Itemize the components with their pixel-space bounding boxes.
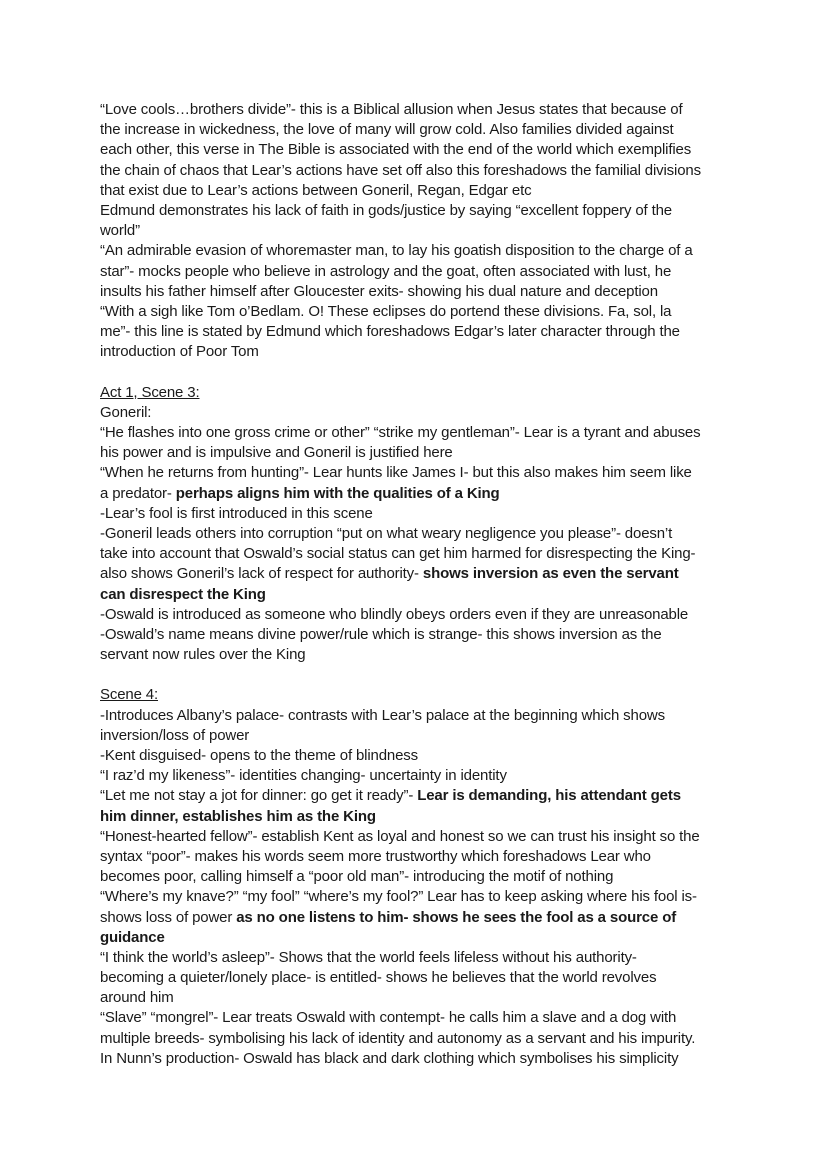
- line-text: -Lear’s fool is first introduced in this scene: [100, 504, 373, 522]
- line-text: introduction of Poor Tom: [100, 343, 259, 361]
- line-text: syntax “poor”- makes his words seem more trustworthy which foreshadows Lear who: [100, 847, 651, 865]
- section-heading: Scene 4:: [100, 686, 159, 704]
- text-line: [100, 726, 701, 746]
- line-text: “I raz’d my likeness”- identities changing- uncertainty in identity: [100, 767, 507, 785]
- text-line: [100, 342, 701, 362]
- text-line: [100, 484, 701, 504]
- text-line: [100, 524, 701, 544]
- text-line: [100, 988, 701, 1008]
- line-text: “With a sigh like Tom o’Bedlam. O! These eclipses do portend these divisions. Fa, sol, la: [100, 302, 672, 320]
- bold-text: perhaps aligns him with the qualities of a King: [175, 484, 500, 502]
- line-text: Edmund demonstrates his lack of faith in gods/justice by saying “excellent foppery of the: [100, 201, 672, 219]
- blank-line: [100, 665, 701, 685]
- line-text: “Love cools…brothers divide”- this is a Biblical allusion when Jesus states that because of: [100, 101, 683, 118]
- line-text: -Oswald is introduced as someone who blindly obeys orders even if they are unreasonable: [100, 605, 689, 623]
- line-text: -Kent disguised- opens to the theme of blindness: [100, 747, 419, 764]
- bold-text: him dinner, establishes him as the King: [100, 807, 376, 825]
- text-line: [100, 1008, 701, 1028]
- line-text: “I think the world’s asleep”- Shows that the world feels lifeless without his authority-: [100, 948, 637, 966]
- line-text: “When he returns from hunting”- Lear hunts like James I- but this also makes him seem like: [100, 464, 692, 482]
- line-text: “Honest-hearted fellow”- establish Kent as loyal and honest so we can trust his insight so the: [100, 827, 700, 845]
- line-text: -Goneril leads others into corruption “put on what weary negligence you please”- doesn’t: [100, 524, 673, 542]
- line-text: also shows Goneril’s lack of respect for authority-: [100, 565, 423, 583]
- text-line: [100, 322, 701, 342]
- line-text: “He flashes into one gross crime or other” “strike my gentleman”- Lear is a tyrant and abuses: [100, 424, 701, 441]
- text-line: [100, 221, 701, 241]
- text-line: [100, 181, 701, 201]
- bold-text: guidance: [100, 928, 165, 946]
- text-line: [100, 1049, 701, 1069]
- line-text: “Let me not stay a jot for dinner: go get it ready”-: [100, 787, 418, 805]
- section: [100, 362, 701, 665]
- text-line: [100, 968, 701, 988]
- line-text: servant now rules over the King: [100, 646, 306, 664]
- line-text: his power and is impulsive and Goneril is justified here: [100, 444, 453, 462]
- line-text: each other, this verse in The Bible is associated with the end of the world which exemplifies: [100, 141, 692, 159]
- text-line: [100, 544, 701, 564]
- section: [100, 665, 701, 1069]
- text-line: [100, 282, 701, 302]
- bold-text: can disrespect the King: [100, 585, 266, 603]
- line-text: around him: [100, 989, 174, 1007]
- line-text: Goneril:: [100, 403, 152, 421]
- text-line: [100, 746, 701, 766]
- line-text: me”- this line is stated by Edmund which foreshadows Edgar’s later character through the: [100, 323, 680, 341]
- bold-text: shows inversion as even the servant: [422, 565, 679, 583]
- section: [100, 100, 701, 362]
- text-line: [100, 1029, 701, 1049]
- text-line: [100, 605, 701, 625]
- line-text: In Nunn’s production- Oswald has black and dark clothing which symbolises his simplicity: [100, 1049, 679, 1067]
- text-line: [100, 585, 701, 605]
- text-line: [100, 201, 701, 221]
- text-line: [100, 887, 701, 907]
- line-text: -Introduces Albany’s palace- contrasts with Lear’s palace at the beginning which shows: [100, 706, 665, 724]
- line-text: becoming a quieter/lonely place- is entitled- shows he believes that the world revolves: [100, 969, 657, 987]
- text-line: [100, 867, 701, 887]
- bold-text: as no one listens to him- shows he sees the fool as a source of: [236, 908, 677, 926]
- line-text: that exist due to Lear’s actions between Goneril, Regan, Edgar etc: [100, 181, 532, 199]
- text-line: [100, 766, 701, 786]
- text-line: [100, 403, 701, 423]
- line-text: star”- mocks people who believe in astrology and the goat, often associated with lust, he: [100, 262, 672, 280]
- line-text: take into account that Oswald’s social status can get him harmed for disrespecting the King-: [100, 545, 696, 563]
- line-text: insults his father himself after Gloucester exits- showing his dual nature and deception: [100, 282, 658, 300]
- text-line: [100, 948, 701, 968]
- text-line: [100, 645, 701, 665]
- line-text: multiple breeds- symbolising his lack of identity and autonomy as a servant and his impurity.: [100, 1029, 696, 1047]
- document-page: [100, 100, 701, 1069]
- text-line: [100, 100, 701, 120]
- line-text: becomes poor, calling himself a “poor old man”- introducing the motif of nothing: [100, 868, 614, 886]
- line-text: the increase in wickedness, the love of many will grow cold. Also families divided against: [100, 121, 674, 139]
- line-text: “An admirable evasion of whoremaster man, to lay his goatish disposition to the charge of a: [100, 242, 693, 260]
- line-text: -Oswald’s name means divine power/rule which is strange- this shows inversion as the: [100, 625, 662, 643]
- text-line: [100, 423, 701, 443]
- text-line: [100, 120, 701, 140]
- text-line: [100, 807, 701, 827]
- text-line: [100, 302, 701, 322]
- text-line: [100, 928, 701, 948]
- section-heading: Act 1, Scene 3:: [100, 383, 200, 401]
- text-line: [100, 847, 701, 867]
- text-line: [100, 908, 701, 928]
- text-line: [100, 140, 701, 160]
- bold-text: Lear is demanding, his attendant gets: [417, 787, 681, 805]
- line-text: a predator-: [100, 484, 176, 502]
- text-line: [100, 463, 701, 483]
- text-line: [100, 161, 701, 181]
- blank-line: [100, 362, 701, 382]
- line-text: “Slave” “mongrel”- Lear treats Oswald with contempt- he calls him a slave and a dog with: [100, 1009, 677, 1027]
- line-text: shows loss of power: [100, 908, 237, 926]
- text-line: [100, 443, 701, 463]
- text-line: [100, 827, 701, 847]
- text-line: [100, 786, 701, 806]
- line-text: the chain of chaos that Lear’s actions have set off also this foreshadows the familial divisions: [100, 161, 701, 179]
- text-line: [100, 241, 701, 261]
- line-text: “Where’s my knave?” “my fool” “where’s my fool?” Lear has to keep asking where his fool is-: [100, 888, 697, 906]
- text-line: [100, 504, 701, 524]
- text-line: [100, 706, 701, 726]
- text-line: [100, 262, 701, 282]
- line-text: inversion/loss of power: [100, 726, 250, 744]
- text-line: [100, 625, 701, 645]
- line-text: world”: [100, 222, 140, 240]
- text-line: [100, 564, 701, 584]
